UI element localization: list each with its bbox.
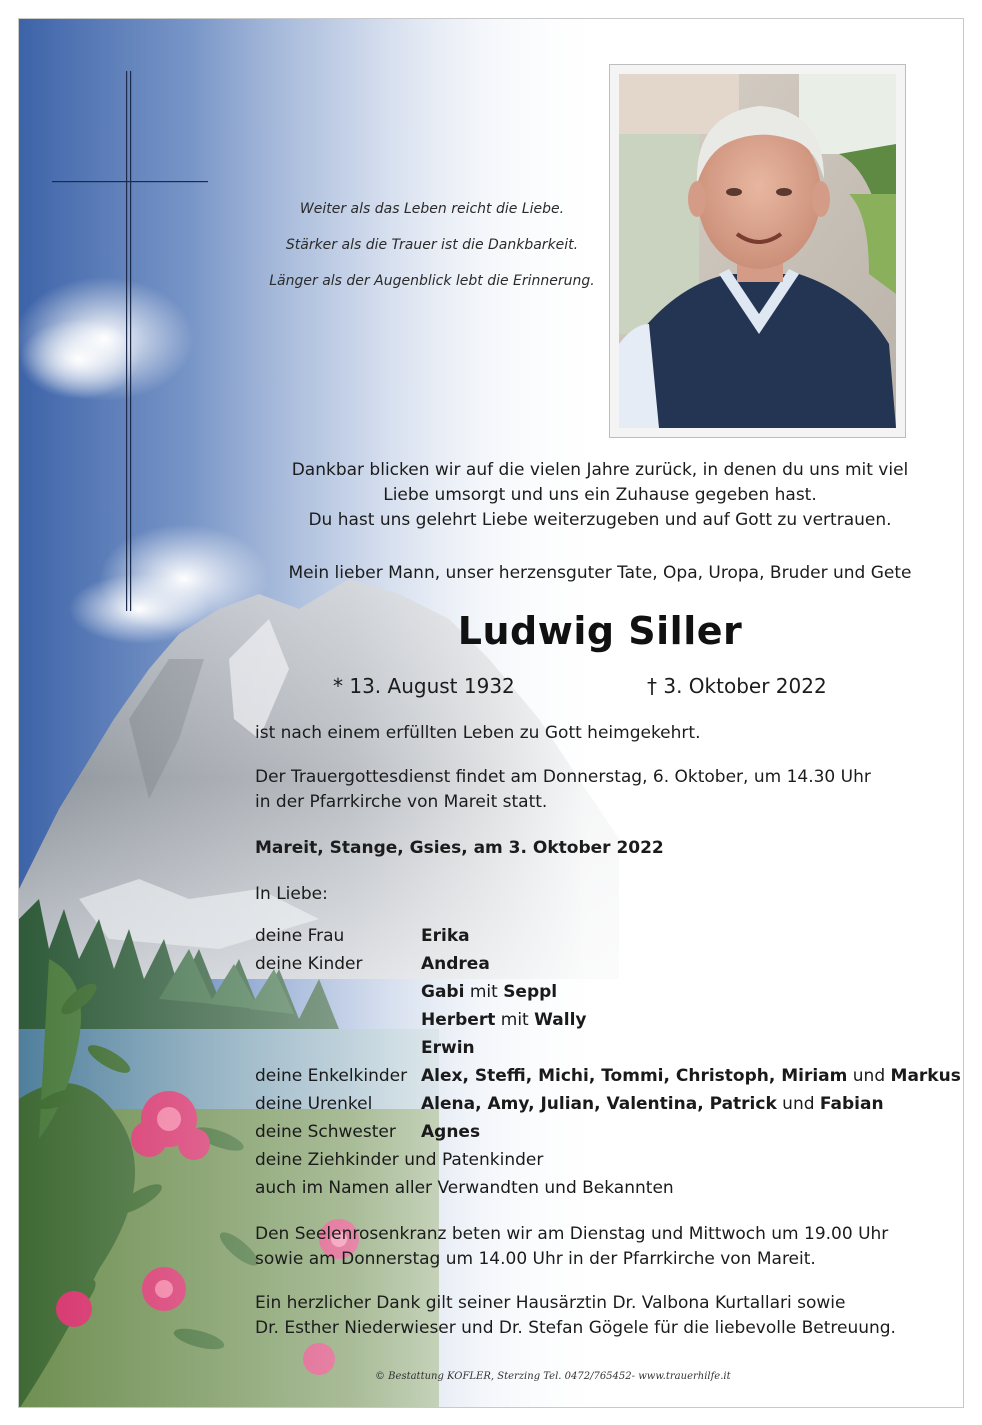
- family-row-foster: [255, 1146, 955, 1174]
- thanks-text: [255, 1291, 945, 1341]
- lead-text: Mein lieber Mann, unser herzensguter Tate, Opa, Uropa, Bruder und Gete: [288, 563, 912, 583]
- family-role: deine Enkelkinder: [255, 1066, 408, 1086]
- family-name: Fabian: [819, 1094, 884, 1114]
- family-names: Erwin: [421, 1038, 475, 1058]
- family-names: [421, 1090, 955, 1118]
- family-names: Agnes: [421, 1122, 481, 1142]
- family-name: Herbert: [421, 1010, 496, 1030]
- family-names: Andrea: [421, 954, 490, 974]
- service-line-1: Der Trauergottesdienst findet am Donnerstag, 6. Oktober, um 14.30 Uhr: [255, 767, 871, 787]
- family-names: [421, 978, 955, 1006]
- family-name: Alex, Steffi, Michi, Tommi, Christoph, Miriam: [421, 1066, 848, 1086]
- birth-date: * 13. August 1932: [333, 674, 515, 698]
- family-connector: und: [776, 1094, 820, 1114]
- thanks-line-1: Ein herzlicher Dank gilt seiner Hausärztin Dr. Valbona Kurtallari sowie: [255, 1293, 846, 1313]
- family-name: Wally: [534, 1010, 587, 1030]
- quote-line-3: Länger als der Augenblick lebt die Erinnerung.: [269, 273, 595, 289]
- family-names: [421, 1006, 955, 1034]
- intro-line-1: Dankbar blicken wir auf die vielen Jahre zurück, in denen du uns mit viel: [291, 460, 909, 480]
- family-row-sister: [255, 1118, 955, 1146]
- service-text: [255, 765, 945, 815]
- family-role-empty: [255, 1034, 421, 1062]
- rosary-line-2: sowie am Donnerstag um 14.00 Uhr in der Pfarrkirche von Mareit.: [255, 1249, 816, 1269]
- family-row-grandchildren: [255, 1062, 961, 1090]
- place-date: Mareit, Stange, Gsies, am 3. Oktober 2022: [255, 838, 664, 858]
- family-role: deine Urenkel: [255, 1094, 373, 1114]
- family-row-wife: [255, 922, 955, 950]
- quote-line-2: Stärker als die Trauer ist die Dankbarkeit.: [285, 237, 579, 253]
- family-role-empty: [255, 1006, 421, 1034]
- family-name: Gabi: [421, 982, 465, 1002]
- portrait-image: [619, 74, 896, 428]
- family-row-child-2: [255, 978, 955, 1006]
- family-connector: mit: [464, 982, 504, 1002]
- family-role: deine Frau: [255, 926, 345, 946]
- family-row-child-4: [255, 1034, 955, 1062]
- family-role-empty: [255, 978, 421, 1006]
- intro-line-3: Du hast uns gelehrt Liebe weiterzugeben und auf Gott zu vertrauen.: [308, 510, 892, 530]
- returned-text: ist nach einem erfüllten Leben zu Gott heimgekehrt.: [255, 723, 701, 743]
- family-role: deine Kinder: [255, 954, 363, 974]
- deceased-name: Ludwig Siller: [457, 609, 743, 653]
- obituary-card: [18, 18, 964, 1408]
- family-connector: und: [847, 1066, 891, 1086]
- portrait-photo: [609, 64, 906, 438]
- cross-icon: [52, 71, 208, 611]
- thanks-line-2: Dr. Esther Niederwieser und Dr. Stefan Gögele für die liebevolle Betreuung.: [255, 1318, 896, 1338]
- in-love-label: In Liebe:: [255, 884, 328, 904]
- family-foster: deine Ziehkinder und Patenkinder: [255, 1150, 544, 1170]
- service-line-2: in der Pfarrkirche von Mareit statt.: [255, 792, 548, 812]
- family-list: [255, 922, 961, 1202]
- family-role: deine Schwester: [255, 1122, 396, 1142]
- footer-credit: © Bestattung KOFLER, Sterzing Tel. 0472/765452- www.trauerhilfe.it: [375, 1371, 731, 1382]
- rosary-text: [255, 1222, 945, 1272]
- family-row-children: [255, 950, 955, 978]
- family-name: Markus: [890, 1066, 961, 1086]
- intro-line-2: Liebe umsorgt und uns ein Zuhause gegeben hast.: [383, 485, 817, 505]
- quote: [247, 191, 617, 299]
- family-relatives: auch im Namen aller Verwandten und Bekannten: [255, 1178, 674, 1198]
- family-connector: mit: [495, 1010, 535, 1030]
- death-date: † 3. Oktober 2022: [647, 674, 827, 698]
- family-names: [421, 1062, 961, 1090]
- family-name: Seppl: [503, 982, 558, 1002]
- intro-paragraph: [255, 458, 945, 533]
- family-names: Erika: [421, 926, 470, 946]
- quote-line-1: Weiter als das Leben reicht die Liebe.: [299, 201, 565, 217]
- family-name: Alena, Amy, Julian, Valentina, Patrick: [421, 1094, 777, 1114]
- family-row-child-3: [255, 1006, 955, 1034]
- family-row-relatives: [255, 1174, 955, 1202]
- rosary-line-1: Den Seelenrosenkranz beten wir am Dienstag und Mittwoch um 19.00 Uhr: [255, 1224, 889, 1244]
- family-row-great-grandchildren: [255, 1090, 955, 1118]
